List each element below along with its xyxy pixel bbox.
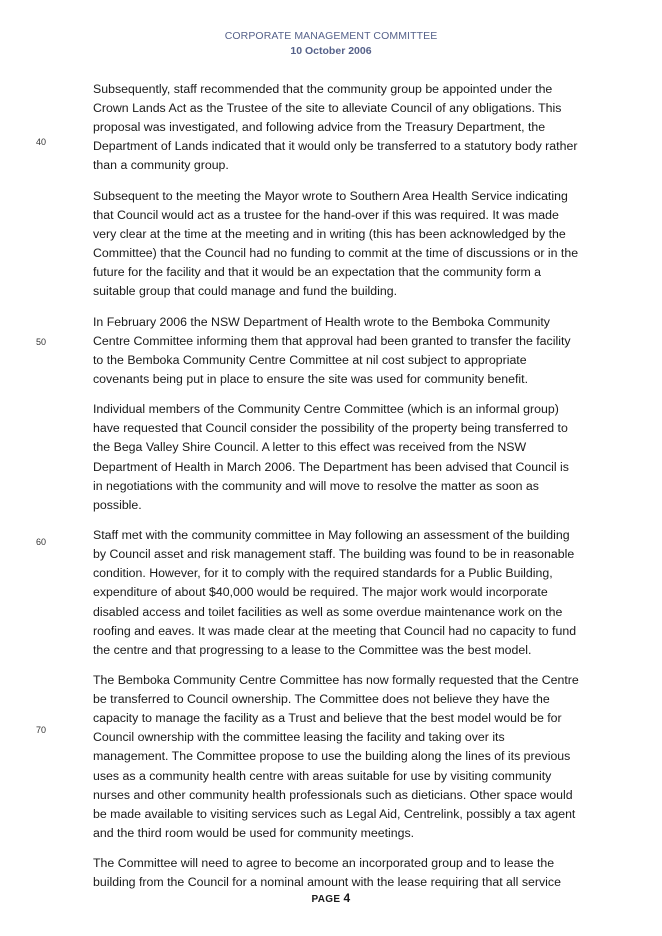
line-number: 50 bbox=[36, 337, 47, 347]
page-number: 4 bbox=[343, 891, 351, 905]
paragraph: The Committee will need to agree to become an incorporated group and to lease the building from the Council for a nominal amount with the lease requiring that all service bbox=[93, 856, 561, 890]
page-header bbox=[0, 30, 662, 57]
paragraph: In February 2006 the NSW Department of Health wrote to the Bemboka Community Centre Committee informing them that approval had been granted to transfer the facility to the Bemboka Community Centre Committee at nil cost subject to appropriate covenants being put in place to ensure the site was used for community benefit. bbox=[93, 314, 571, 386]
page-label: PAGE bbox=[311, 894, 341, 905]
line-number: 40 bbox=[36, 137, 47, 147]
page-footer bbox=[0, 891, 662, 905]
line-number: 70 bbox=[36, 725, 47, 735]
paragraph: Subsequently, staff recommended that the community group be appointed under the Crown Lands Act as the Trustee of the site to alleviate Council of any obligations. This proposal was investigated, and following advice from the Treasury Department, the Department of Lands indicated that it would only be transferred to a statutory body rather than a community group. bbox=[93, 82, 578, 173]
paragraph: Staff met with the community committee in May following an assessment of the building by Council asset and risk management staff. The building was found to be in reasonable condition. However, for it to comply with the required standards for a Public Building, expenditure of about $40,000 would be required. The major work would incorporate disabled access and toilet facilities as well as some overdue maintenance work on the roofing and eaves. It was made clear at the meeting that Council had no capacity to fund the centre and that progressing to a lease to the Committee was the best model. bbox=[93, 528, 577, 657]
paragraph: Individual members of the Community Centre Committee (which is an informal group) have requested that Council consider the possibility of the property being transferred to the Bega Valley Shire Council. A letter to this effect was received from the NSW Department of Health in March 2006. The Department has been advised that Council is in negotiations with the community and will move to resolve the matter as soon as possible. bbox=[93, 402, 569, 512]
committee-title: CORPORATE MANAGEMENT COMMITTEE bbox=[224, 30, 438, 42]
document-body bbox=[93, 80, 581, 904]
line-number: 60 bbox=[36, 537, 47, 547]
paragraph: The Bemboka Community Centre Committee has now formally requested that the Centre be transferred to Council ownership. The Committee does not believe they have the capacity to manage the facility as a Trust and believe that the best model would be for Council ownership with the committee leasing the facility and taking over its management. The Committee propose to use the building along the lines of its previous uses as a community health centre with areas suitable for use by visiting community nurses and other community health professionals such as dieticians. Other space would be made available to visiting services such as Legal Aid, Centrelink, possibly a tax agent and the third room would be used for community meetings. bbox=[93, 673, 579, 840]
meeting-date: 10 October 2006 bbox=[290, 45, 372, 57]
paragraph: Subsequent to the meeting the Mayor wrote to Southern Area Health Service indicating that Council would act as a trustee for the hand-over if this was required. It was made very clear at the time at the meeting and in writing (this has been acknowledged by the Committee) that the Council had no funding to commit at the time of discussions or in the future for the facility and that it would be an expectation that the community form a suitable group that could manage and fund the building. bbox=[93, 188, 579, 299]
